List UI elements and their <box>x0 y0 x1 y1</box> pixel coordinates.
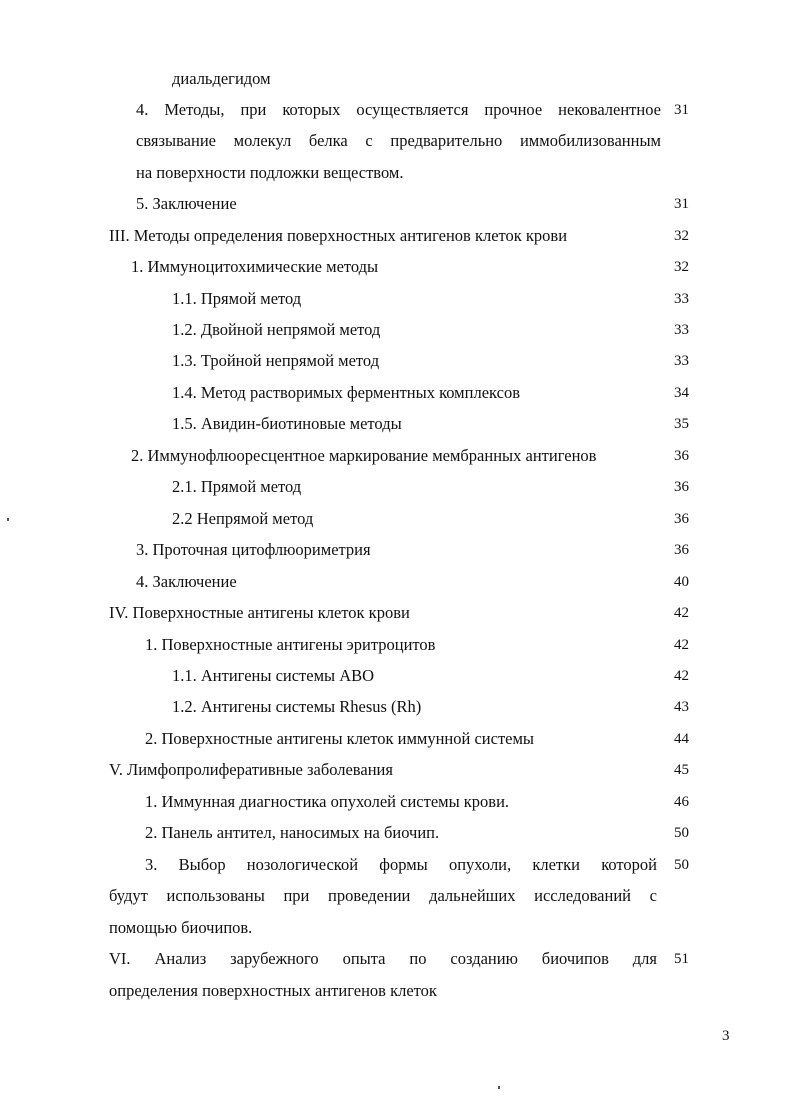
toc-page-number: 33 <box>674 291 689 307</box>
toc-entry-text: 2. Поверхностные антигены клеток иммунной системы <box>145 729 535 748</box>
toc-page-number: 36 <box>674 542 689 558</box>
toc-entry-text: помощью биочипов. <box>109 918 253 937</box>
toc-page-number: 35 <box>674 416 689 432</box>
toc-section-heading: V. Лимфопролиферативные заболевания <box>109 760 393 779</box>
toc-page-number: 32 <box>674 259 689 275</box>
toc-page-number: 34 <box>674 385 689 401</box>
toc-page-number: 42 <box>674 637 689 653</box>
toc-entry-text: 1. Иммунная диагностика опухолей системы крови. <box>145 792 510 811</box>
toc-entry-text: 2. Панель антител, наносимых на биочип. <box>145 823 440 842</box>
toc-entry-text: 3. Проточная цитофлюориметрия <box>136 540 371 559</box>
toc-page-number: 43 <box>674 699 689 715</box>
toc-entry-text: на поверхности подложки веществом. <box>136 163 404 182</box>
toc-entry-text: 2.2 Непрямой метод <box>172 509 314 528</box>
toc-section-heading: III. Методы определения поверхностных антигенов клеток крови <box>109 226 568 245</box>
page-number: 3 <box>722 1028 730 1044</box>
toc-page-number: 36 <box>674 511 689 527</box>
toc-entry-text: 2. Иммунофлюоресцентное маркирование мембранных антигенов <box>131 446 597 465</box>
toc-page-number: 44 <box>674 731 689 747</box>
toc-page-number: 33 <box>674 322 689 338</box>
toc-entry-text: 1.4. Метод растворимых ферментных комплексов <box>172 383 520 402</box>
toc-entry-text: 1.1. Прямой метод <box>172 289 302 308</box>
toc-section-heading: IV. Поверхностные антигены клеток крови <box>109 603 410 622</box>
toc-page-number: 32 <box>674 228 689 244</box>
toc-page-number: 31 <box>674 102 689 118</box>
toc-page-number: 45 <box>674 762 689 778</box>
toc-entry-text: 3. Выбор нозологической формы опухоли, клетки которой <box>145 855 657 874</box>
toc-entry-text: 5. Заключение <box>136 194 237 213</box>
toc-page-number: 50 <box>674 825 689 841</box>
toc-entry-text: 1.2. Антигены системы Rhesus (Rh) <box>172 697 422 716</box>
toc-entry-text: 1.3. Тройной непрямой метод <box>172 351 380 370</box>
toc-page-number: 46 <box>674 794 689 810</box>
toc-page-number: 33 <box>674 353 689 369</box>
toc-section-heading: VI. Анализ зарубежного опыта по созданию биочипов для <box>109 949 657 968</box>
toc-page-number: 42 <box>674 668 689 684</box>
scan-artifact <box>498 1086 500 1089</box>
toc-page-number: 42 <box>674 605 689 621</box>
toc-page-number: 36 <box>674 448 689 464</box>
scan-artifact <box>7 518 9 521</box>
toc-entry-text: связывание молекул белка с предварительно иммобилизованным <box>136 131 661 150</box>
toc-entry-text: 2.1. Прямой метод <box>172 477 302 496</box>
toc-entry-text: 1.5. Авидин-биотиновые методы <box>172 414 402 433</box>
toc-entry-text: 4. Методы, при которых осуществляется прочное нековалентное <box>136 100 661 119</box>
toc-entry-text: 1.1. Антигены системы АВО <box>172 666 375 685</box>
toc-page-number: 40 <box>674 574 689 590</box>
toc-page-number: 36 <box>674 479 689 495</box>
toc-page-number: 51 <box>674 951 689 967</box>
toc-section-heading: определения поверхностных антигенов клеток <box>109 981 437 1000</box>
toc-page-number: 50 <box>674 857 689 873</box>
toc-entry-text: будут использованы при проведении дальнейших исследований с <box>109 886 657 905</box>
toc-entry-text: 1.2. Двойной непрямой метод <box>172 320 381 339</box>
toc-entry-text: 1. Иммуноцитохимические методы <box>131 257 379 276</box>
toc-page-number: 31 <box>674 196 689 212</box>
toc-entry-text: 4. Заключение <box>136 572 237 591</box>
toc-entry-text: 1. Поверхностные антигены эритроцитов <box>145 635 436 654</box>
toc-entry-text: диальдегидом <box>172 69 271 88</box>
